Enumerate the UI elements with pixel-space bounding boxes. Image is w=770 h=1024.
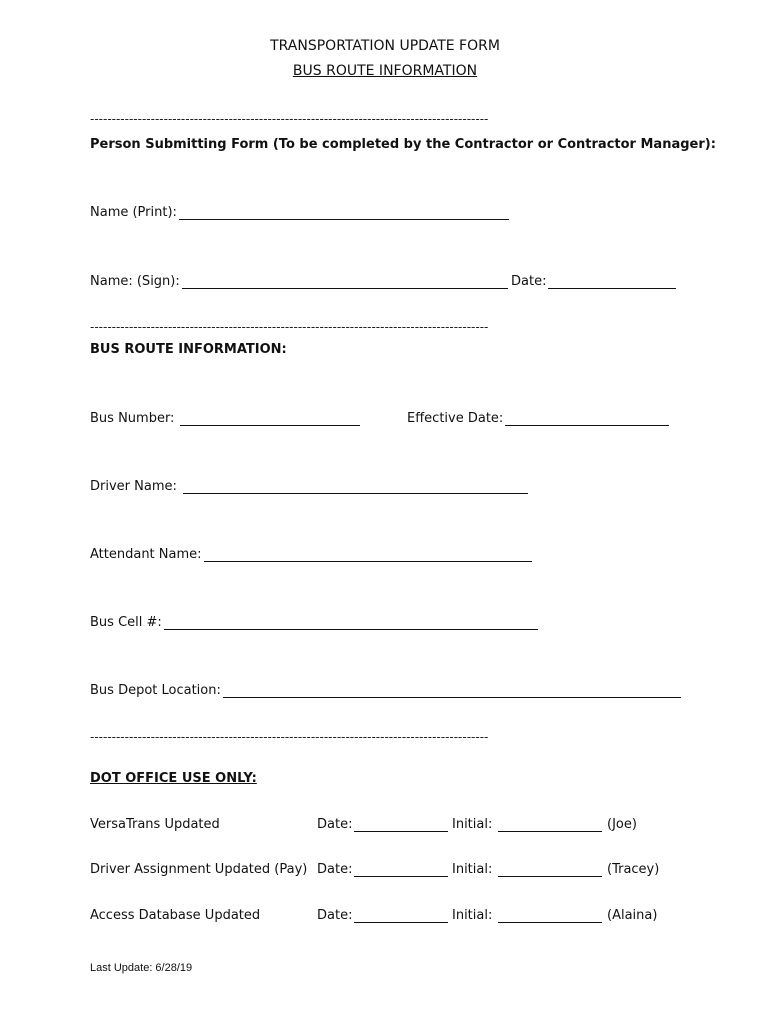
dot-row-initial-label: Initial:	[452, 817, 493, 832]
dot-row-date-label: Date:	[317, 817, 353, 832]
bus-route-heading: BUS ROUTE INFORMATION:	[90, 342, 287, 357]
submitter-heading: Person Submitting Form (To be completed by the Contractor or Contractor Manager):	[90, 137, 716, 152]
sign-date-line[interactable]	[548, 274, 676, 289]
bus-cell-line[interactable]	[164, 615, 538, 630]
dot-row-date-field[interactable]	[317, 908, 448, 923]
bus-number-line[interactable]	[180, 411, 360, 426]
dot-row-item: VersaTrans Updated	[90, 817, 220, 832]
bus-number-label: Bus Number:	[90, 411, 175, 426]
effective-date-line[interactable]	[505, 411, 669, 426]
dot-row-item: Access Database Updated	[90, 908, 261, 923]
name-print-line[interactable]	[179, 205, 509, 220]
dot-row-date-label: Date:	[317, 862, 353, 877]
dot-office-heading: DOT OFFICE USE ONLY:	[90, 771, 257, 786]
dot-row-date-line[interactable]	[354, 862, 448, 877]
dot-row-person: (Alaina)	[607, 908, 658, 923]
last-update-footer: Last Update: 6/28/19	[90, 962, 193, 974]
dot-row-date-field[interactable]	[317, 817, 448, 832]
dot-row-person: (Joe)	[607, 817, 637, 832]
name-print-field[interactable]	[90, 205, 509, 220]
depot-location-label: Bus Depot Location:	[90, 683, 221, 698]
bus-cell-label: Bus Cell #:	[90, 615, 162, 630]
divider: --------------------------------------------------------------------------------------------	[90, 730, 489, 744]
attendant-name-field[interactable]	[90, 547, 532, 562]
depot-location-line[interactable]	[223, 683, 681, 698]
dot-row-initial-label: Initial:	[452, 908, 493, 923]
bus-cell-field[interactable]	[90, 615, 538, 630]
depot-location-field[interactable]	[90, 683, 681, 698]
driver-name-label: Driver Name:	[90, 479, 177, 494]
dot-row-date-line[interactable]	[354, 908, 448, 923]
name-sign-label: Name: (Sign):	[90, 274, 180, 289]
form-title: TRANSPORTATION UPDATE FORM	[270, 38, 500, 54]
dot-row-date-label: Date:	[317, 908, 353, 923]
dot-row-initial-field[interactable]	[452, 817, 602, 832]
effective-date-label: Effective Date:	[407, 411, 504, 426]
dot-row-date-field[interactable]	[317, 862, 448, 877]
form-subtitle: BUS ROUTE INFORMATION	[292, 63, 478, 79]
dot-row-initial-label: Initial:	[452, 862, 493, 877]
attendant-name-line[interactable]	[204, 547, 532, 562]
divider: --------------------------------------------------------------------------------------------	[90, 112, 489, 126]
dot-row-date-line[interactable]	[354, 817, 448, 832]
dot-row-item: Driver Assignment Updated (Pay)	[90, 862, 308, 877]
dot-row-initial-line[interactable]	[498, 862, 602, 877]
sign-date-label: Date:	[511, 274, 547, 289]
effective-date-field[interactable]	[407, 411, 669, 426]
divider: --------------------------------------------------------------------------------------------	[90, 320, 489, 334]
name-sign-field[interactable]	[90, 274, 508, 289]
attendant-name-label: Attendant Name:	[90, 547, 202, 562]
name-sign-line[interactable]	[182, 274, 508, 289]
dot-row-initial-field[interactable]	[452, 862, 602, 877]
sign-date-field[interactable]	[511, 274, 676, 289]
dot-row-initial-line[interactable]	[498, 908, 602, 923]
driver-name-field[interactable]	[90, 479, 528, 494]
dot-row-initial-field[interactable]	[452, 908, 602, 923]
driver-name-line[interactable]	[183, 479, 528, 494]
bus-number-field[interactable]	[90, 411, 360, 426]
name-print-label: Name (Print):	[90, 205, 177, 220]
dot-row-person: (Tracey)	[607, 862, 660, 877]
dot-row-initial-line[interactable]	[498, 817, 602, 832]
